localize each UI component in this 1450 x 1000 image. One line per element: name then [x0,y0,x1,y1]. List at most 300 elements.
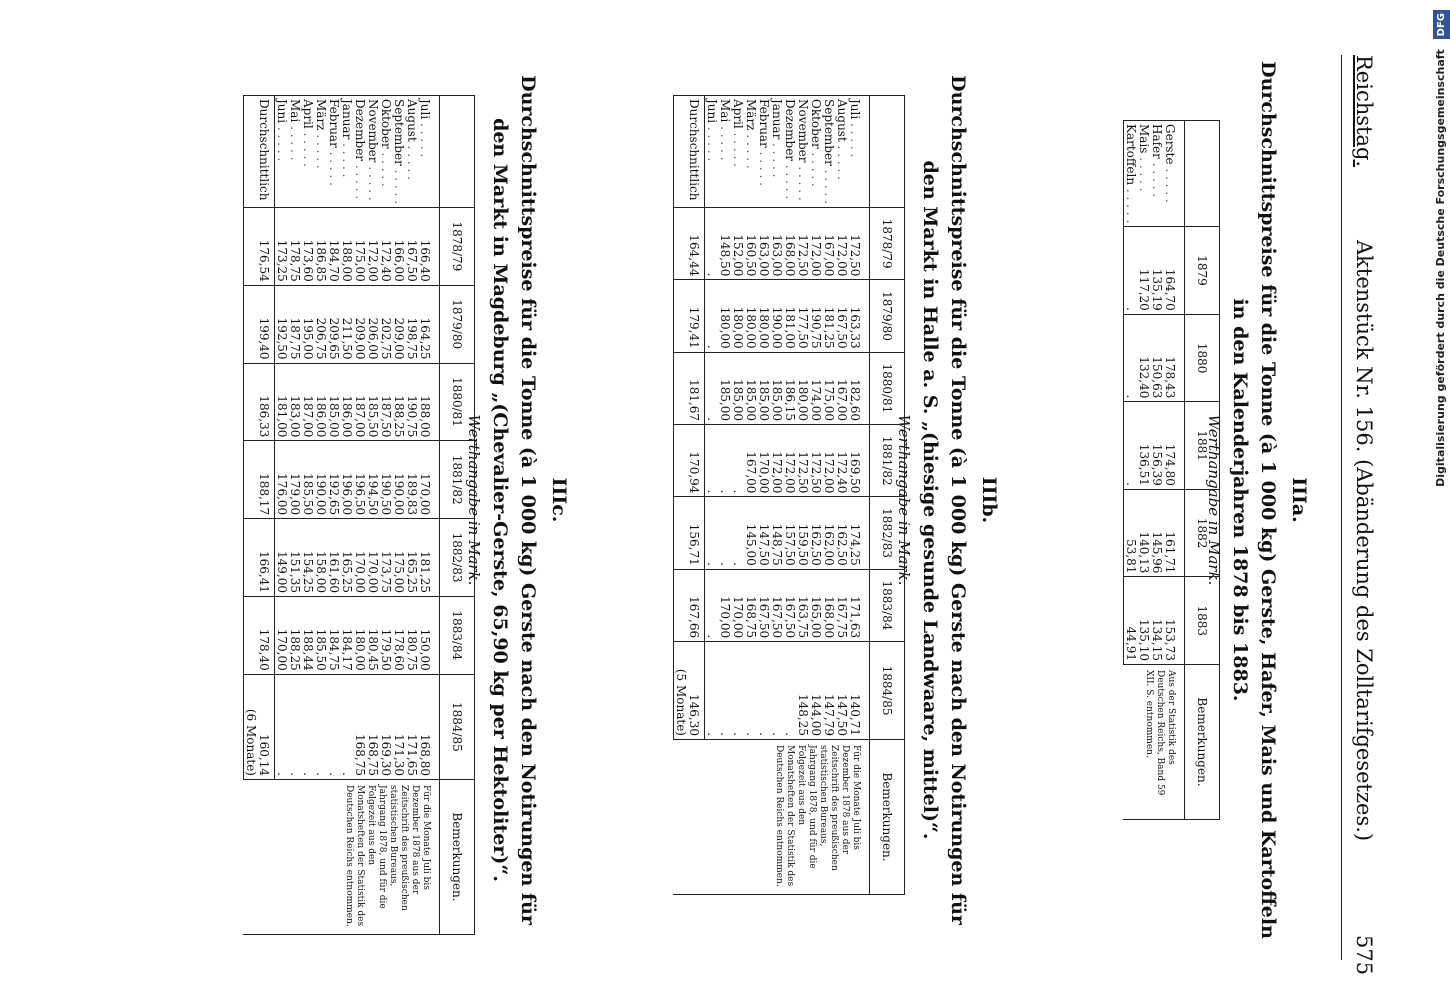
average-cell [244,207,275,285]
row-label-text: Januar [340,99,354,140]
row-label-text: September [392,99,406,166]
table-cell: 180,00 [718,280,731,352]
average-value: 167,66 [687,596,701,639]
row-label [731,96,744,208]
table-cell: 190,00 [314,441,327,519]
table-cell: 186,00 [340,363,353,441]
average-value: 170,94 [687,451,701,494]
table-cell: 170,00 [275,596,289,674]
table-cell: 172,00 [835,207,848,279]
table-cell: 154,25 [301,519,314,597]
row-label [1163,121,1185,227]
table-cell: 174,00 [809,352,822,424]
table-cell: 172,00 [366,207,379,285]
remarks-cell: Für die Monate Juli bis Dezember 1878 aus der Zeitschrift des preußischen statistischen Bureaus, Jahrgang 1878, und für die Folgezeit aus den Monatsheften der Statistik des Deutschen Reichs entnommen. [674,740,870,895]
table-cell: 148,25 [796,642,809,740]
leader-dots: . . . . . [301,128,315,167]
row-label-text: November [366,99,380,163]
section-a-unit: Werthangabe in Mark. [1205,414,1223,586]
leader-dots: . . . . . [379,148,393,187]
table-cell: 171,30 [392,674,405,779]
table-cell: 185,50 [301,441,314,519]
row-label-text: Januar [770,99,784,140]
row-label [314,96,327,208]
column-header: 1878/79 [440,207,475,285]
table-cell: 44,91 [1124,577,1138,665]
table-cell: 202,75 [379,285,392,363]
row-label [405,96,418,208]
table-cell: 158,00 [314,519,327,597]
column-header [440,96,475,208]
leader-dots: . . . . . [718,122,732,161]
leader-dots: . . . . . [731,128,745,167]
table-cell: 196,50 [353,441,366,519]
table-cell: 188,44 [301,596,314,674]
table-cell: 159,50 [796,497,809,569]
page-number: 575 [1352,935,1376,976]
table-cell: 148,75 [770,497,783,569]
table-cell: 185,50 [314,596,327,674]
column-header [1185,121,1220,227]
table-cell: 172,40 [379,207,392,285]
row-label [379,96,392,208]
table-cell: 172,50 [848,207,870,279]
table-cell: 185,00 [757,352,770,424]
average-value: 166,41 [257,550,271,593]
table-cell: 188,25 [392,363,405,441]
average-value: 181,67 [687,379,701,422]
table-cell: 156,39 [1150,402,1163,490]
table-cell: 132,40 [1137,314,1150,402]
row-label [392,96,405,208]
leader-dots: . . . . . [327,147,341,186]
table-cell: 179,00 [288,441,301,519]
table-cell: 167,00 [822,207,835,279]
average-cell [244,519,275,597]
table-cell: 194,50 [366,441,379,519]
table-cell: 192,50 [275,285,289,363]
row-label-text: Dezember [783,99,797,162]
average-value: 146,30 [687,694,701,736]
table-cell: 170,00 [418,441,440,519]
table-cell: 184,75 [327,596,340,674]
leader-dots: . . . . . [705,123,719,162]
table-cell: 169,50 [848,425,870,497]
digitization-credit [1415,10,1447,990]
table-cell: 172,50 [796,425,809,497]
table-cell: . [718,642,731,740]
table-cell: 163,00 [770,207,783,279]
table-cell: 190,50 [379,441,392,519]
table-cell: . [731,642,744,740]
column-header: 1883/84 [870,569,905,641]
leader-dots: . . . . . [392,165,406,204]
leader-dots: . . . . . [1163,164,1177,203]
header-center: Aktenstück Nr. 156. (Abänderung des Zolltarifgesetzes.) [1352,240,1376,842]
table-cell: 117,20 [1137,227,1150,315]
table-cell: 170,00 [353,519,366,597]
table-cell: 185,00 [744,352,757,424]
table-cell: . [314,674,327,779]
table-cell: . [340,674,353,779]
table-cell: . [718,497,731,569]
table-cell: 174,80 [1163,402,1185,490]
table-cell: 162,50 [809,497,822,569]
row-label-text: Oktober [809,99,823,149]
leader-dots: . . . . . [783,161,797,200]
table-cell: . [301,674,314,779]
row-label [366,96,379,208]
row-label-text: Juli [418,99,432,120]
average-value: 178,40 [257,628,271,671]
header-rule [1341,55,1342,960]
table-cell: . [705,352,719,424]
leader-dots: . . . . . [340,139,354,178]
leader-dots: . . . . . [848,119,862,158]
column-header: Bemerkungen. [440,780,475,935]
table-cell: . [757,642,770,740]
average-cell [674,352,705,424]
row-label [327,96,340,208]
table-cell: 181,00 [275,363,289,441]
column-header: 1878/79 [870,207,905,279]
table-row [848,96,870,895]
row-label-text: Mai [718,99,732,123]
row-label [340,96,353,208]
row-label [301,96,314,208]
table-cell: 184,17 [340,596,353,674]
table-cell: 135,10 [1137,577,1150,665]
average-value: 156,71 [687,523,701,566]
table-cell: 187,75 [288,285,301,363]
leader-dots: . . . . . [835,141,849,180]
average-value: 164,44 [687,234,701,277]
row-label [848,96,870,208]
average-value: 199,40 [257,317,271,360]
row-label [744,96,757,208]
table-cell: 160,50 [744,207,757,279]
table-cell: 165,00 [809,569,822,641]
table-cell: 161,60 [327,519,340,597]
table-header [440,96,475,935]
table-cell: . [1124,314,1138,402]
table-cell: 145,96 [1150,489,1163,577]
table-cell: . [1124,227,1138,315]
average-label: Durchschnittlich [244,96,275,208]
table-cell: 162,00 [822,497,835,569]
row-label-text: August [835,99,849,142]
table-cell: 181,25 [418,519,440,597]
table-cell: 188,00 [418,363,440,441]
average-value: 176,54 [257,239,271,282]
table-cell: . [327,674,340,779]
row-label-text: März [314,99,328,131]
table-cell: 171,63 [848,569,870,641]
table-cell: 187,00 [353,363,366,441]
row-label-text: Juli [848,99,862,120]
table-cell: 164,70 [1163,227,1185,315]
table-cell: 172,50 [796,207,809,279]
table-header [870,96,905,895]
row-label-text: November [796,99,810,163]
column-header: 1883 [1185,577,1220,665]
table-cell: . [705,497,719,569]
row-label [353,96,366,208]
table-cell: 167,00 [835,352,848,424]
column-header: Bemerkungen. [1185,665,1220,820]
average-value: 186,33 [257,395,271,438]
row-label [275,96,289,208]
row-label [757,96,770,208]
average-value: 179,41 [687,306,701,349]
column-header: 1882 [1185,489,1220,577]
section-a-title: Durchschnittspreise für die Tonne (à 1 000 kg) Gerste, Hafer, Mais und Kartoffeln in den Kalenderjahren 1878 bis 1883. [1229,61,1279,939]
table-cell: 185,50 [366,363,379,441]
table-cell: 187,00 [301,363,314,441]
document-page [10,0,1410,1000]
table-cell: 165,25 [405,519,418,597]
table-cell: 175,00 [353,207,366,285]
row-label-text: Februar [757,99,771,148]
table-body [244,96,440,935]
table-cell: 175,00 [822,352,835,424]
average-note: (5 Monate) [674,668,688,736]
row-label [783,96,796,208]
table-cell: 163,75 [796,569,809,641]
row-label [1124,121,1138,227]
table-cell: 169,30 [379,674,392,779]
table-cell: . [744,642,757,740]
section-a-id: IIIa. [1288,477,1310,523]
table-cell: 147,50 [757,497,770,569]
table-cell: 192,65 [327,441,340,519]
average-cell [244,285,275,363]
row-label-text: Februar [327,99,341,148]
row-label-text: Dezember [353,99,367,162]
header-row [440,96,475,935]
remarks-cell: Aus der Statistik des Deutschen Reichs, Band 59 XII. S. entnommen. [1124,665,1185,820]
column-header: 1880 [1185,314,1220,402]
table-cell: 134,15 [1150,577,1163,665]
average-cell [674,642,705,740]
column-header: 1879/80 [440,285,475,363]
table-body [674,96,870,895]
table-cell: 170,00 [718,569,731,641]
dfg-logo: DFG [1433,10,1450,39]
row-label [288,96,301,208]
table-cell: 172,00 [783,425,796,497]
table-cell: . [731,497,744,569]
column-header: 1879/80 [870,280,905,352]
section-b-unit: Werthangabe in Mark. [895,414,913,586]
leader-dots: . . . . . [796,162,810,201]
table-cell: 150,00 [418,596,440,674]
table-cell: 175,00 [392,519,405,597]
column-header: 1884/85 [870,642,905,740]
table-cell: 185,00 [718,352,731,424]
table-cell: 168,75 [366,674,379,779]
table-cell: 187,50 [379,363,392,441]
table-cell: 172,00 [809,207,822,279]
remarks-cell: Für die Monate Juli bis Dezember 1878 aus der Zeitschrift des preußischen statistischen Bureaus, Jahrgang 1878, und für die Folgezeit aus den Monatsheften der Statistik des Deutschen Reichs entnommen. [244,780,440,935]
table-cell: 174,25 [848,497,870,569]
leader-dots: . . . . . [288,122,302,161]
table-cell: 209,00 [392,285,405,363]
table-cell: 184,70 [327,207,340,285]
table-cell: 144,00 [809,642,822,740]
table-cell: 177,50 [796,280,809,352]
section-c-unit: Werthangabe in Mark. [465,414,483,586]
header-row [870,96,905,895]
table-cell: 190,00 [770,280,783,352]
table-cell: 167,50 [783,569,796,641]
table-cell: . [705,425,719,497]
column-header: 1881/82 [870,425,905,497]
column-header: Bemerkungen. [870,740,905,895]
table-cell: . [770,642,783,740]
table-cell: 173,75 [379,519,392,597]
table-cell: . [288,674,301,779]
table-cell: 211,50 [340,285,353,363]
row-label-text: Oktober [379,99,393,149]
section-c-heading [465,0,570,1000]
table-cell: 198,75 [405,285,418,363]
table-cell: 157,50 [783,497,796,569]
column-header: 1881 [1185,402,1220,490]
table-cell: 190,75 [405,363,418,441]
table-cell: 178,43 [1163,314,1185,402]
credit-text: Digitalisierung gefördert durch die Deutsche Forschungsgemeinschaft [1434,49,1447,487]
table-cell: 172,00 [770,425,783,497]
table-cell: 163,00 [757,207,770,279]
table-cell: 178,75 [288,207,301,285]
table-cell: 195,00 [301,285,314,363]
table-cell: 178,60 [392,596,405,674]
table-cell: 180,00 [757,280,770,352]
table-cell: 186,15 [783,352,796,424]
table-cell: . [705,569,719,641]
table-cell: 190,75 [809,280,822,352]
section-c-id: IIIc. [548,477,570,523]
leader-dots: . . . . . [366,162,380,201]
row-label [1150,121,1163,227]
table-cell: 135,19 [1150,227,1163,315]
table-cell: 170,00 [757,425,770,497]
table-header [1185,121,1220,820]
leader-dots: . . . . . [314,130,328,169]
table-cell: 182,60 [848,352,870,424]
average-cell [674,207,705,279]
average-cell [244,363,275,441]
table-cell: 167,50 [405,207,418,285]
table-cell: 180,00 [353,596,366,674]
table-cell: 164,25 [418,285,440,363]
row-label-text: April [731,99,745,129]
column-header: 1883/84 [440,596,475,674]
leader-dots: . . . . . [1124,185,1138,224]
table-cell: 153,73 [1163,577,1185,665]
table-cell: 152,00 [731,207,744,279]
table-cell: 149,00 [275,519,289,597]
row-label-text: September [822,99,836,166]
table-cell: 140,71 [848,642,870,740]
column-header: 1880/81 [870,352,905,424]
table-cell: 168,00 [822,569,835,641]
table-cell: 206,00 [366,285,379,363]
table-cell: 166,00 [392,207,405,285]
row-label [770,96,783,208]
row-label-text: Juni [705,99,719,124]
leader-dots: . . . . . [405,141,419,180]
leader-dots: . . . . . [770,139,784,178]
table-cell: . [718,425,731,497]
section-b-id: IIIb. [978,476,1000,524]
column-header: 1882/83 [440,519,475,597]
column-header [870,96,905,208]
average-cell [674,569,705,641]
table-cell: 166,40 [418,207,440,285]
table-a [1123,120,1220,820]
column-header: 1880/81 [440,363,475,441]
leader-dots: . . . . . [1150,158,1164,198]
table-cell: 136,51 [1137,402,1150,490]
table-cell: 181,00 [783,280,796,352]
table-cell: 170,00 [731,569,744,641]
table-cell: 145,00 [744,497,757,569]
leader-dots: . . . . . [744,130,758,169]
table-cell: 168,75 [353,674,366,779]
section-c-title: Durchschnittspreise für die Tonne (à 1 000 kg) Gerste nach den Notirungen für den Markt in Magdeburg „(Chevalier-Gerste, 65,90 kg per Hektoliter)“. [489,75,539,925]
average-cell [244,596,275,674]
row-label-text: Kartoffeln [1124,124,1138,186]
row-label [1137,121,1150,227]
table-cell: 209,00 [353,285,366,363]
average-cell [674,280,705,352]
leader-dots: . . . . . [418,119,432,158]
table-cell: 161,71 [1163,489,1185,577]
table-b [673,95,905,895]
table-cell: 186,00 [314,363,327,441]
column-header: 1881/82 [440,441,475,519]
leader-dots: . . . . . [822,165,836,204]
table-cell: 165,25 [340,519,353,597]
row-label-text: Mais [1137,124,1151,154]
table-cell: 180,75 [405,596,418,674]
average-cell [674,497,705,569]
table-cell: 171,65 [405,674,418,779]
table-row [418,96,440,935]
table-cell: 196,00 [340,441,353,519]
average-cell [674,425,705,497]
table-cell: 147,50 [835,642,848,740]
table-cell: 181,25 [822,280,835,352]
table-cell: 185,00 [770,352,783,424]
section-b-heading [895,0,1000,1000]
table-cell: 168,80 [418,674,440,779]
table-cell: 179,50 [379,596,392,674]
section-b-title: Durchschnittspreise für die Tonne (à 1 000 kg) Gerste nach den Notirungen für den Markt in Halle a. S. „(hiesige gesunde Landwaare, mittel)“. [919,75,969,925]
table-cell: . [731,425,744,497]
table-cell: . [783,642,796,740]
average-note: (6 Monate) [244,708,258,776]
table-cell: 53,81 [1124,489,1138,577]
row-label-text: April [301,99,315,129]
table-row [1163,121,1185,820]
leader-dots: . . . . . [275,123,289,162]
table-cell: 180,00 [731,280,744,352]
table-cell: 188,25 [288,596,301,674]
table-cell: 209,65 [327,285,340,363]
